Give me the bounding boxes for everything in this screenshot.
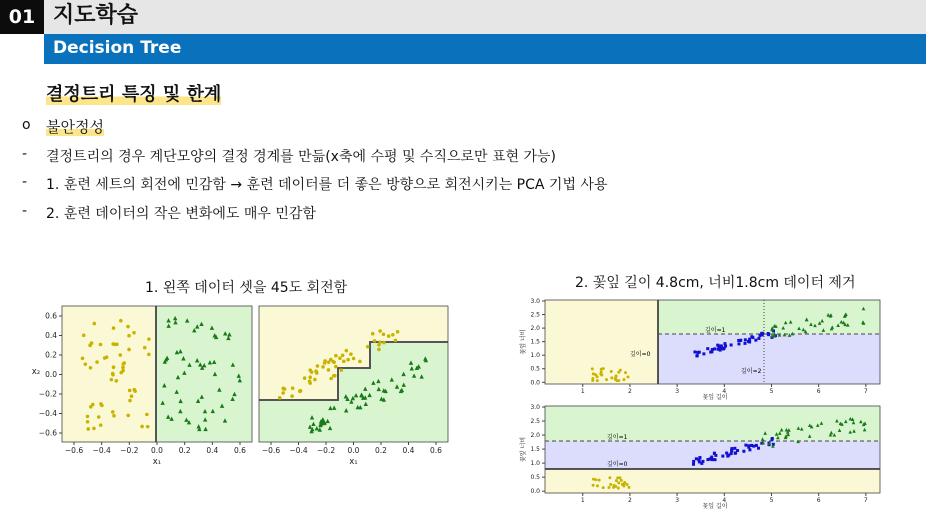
data-point (303, 376, 307, 380)
data-point (602, 367, 605, 370)
data-point (771, 437, 774, 440)
data-point (624, 371, 627, 374)
data-point (313, 378, 317, 382)
data-point (391, 333, 395, 337)
data-point (366, 345, 370, 349)
data-point (81, 356, 85, 360)
data-point (747, 444, 750, 447)
data-point (721, 455, 724, 458)
left-figure (20, 298, 450, 468)
tick-label: 0.6 (45, 311, 57, 321)
data-point (103, 356, 107, 360)
item-marker: - (22, 146, 28, 162)
data-point (89, 366, 93, 370)
tick-label: 3 (675, 388, 680, 395)
data-point (706, 458, 709, 461)
tick-label: −0.6 (261, 446, 281, 455)
data-point (591, 379, 594, 382)
data-point (126, 325, 130, 329)
data-point (382, 332, 386, 336)
tick-label: 2 (628, 497, 632, 504)
data-point (748, 340, 751, 343)
item-text: 결정트리의 경우 계단모양의 결정 경계를 만듦(x축에 수평 및 수직으로만 표현 가능) (46, 149, 557, 165)
data-point (387, 334, 391, 338)
tick-label: 3.0 (530, 404, 540, 411)
tick-label: 3.0 (530, 298, 540, 305)
data-point (99, 423, 103, 427)
tick-label: 1.5 (530, 446, 540, 454)
data-point (126, 414, 130, 418)
tick-label: 1.5 (530, 338, 540, 346)
data-point (127, 334, 131, 338)
section-title (46, 80, 221, 106)
data-point (146, 425, 150, 429)
data-point (341, 353, 345, 357)
data-point (377, 348, 381, 352)
data-point (706, 347, 709, 350)
tick-label: 2.0 (530, 432, 540, 440)
data-point (608, 476, 611, 479)
region-blue (545, 441, 880, 469)
data-point (86, 427, 90, 431)
data-point (290, 394, 294, 398)
topic-marker: o (22, 117, 31, 133)
x-axis-label: x₁ (349, 457, 358, 467)
data-point (596, 375, 599, 378)
tick-label: 4 (722, 497, 727, 504)
data-point (281, 387, 285, 391)
item-text: 1. 훈련 세트의 회전에 민감함 → 훈련 데이터를 더 좋은 방향으로 회전시키는 PCA 기법 사용 (46, 177, 608, 193)
data-point (378, 340, 382, 344)
x-axis-label: 꽃잎 길이 (702, 394, 728, 401)
data-point (711, 348, 714, 351)
data-point (617, 481, 620, 484)
data-point (744, 338, 747, 341)
data-point (767, 332, 770, 335)
data-point (737, 342, 740, 345)
data-point (99, 343, 103, 347)
data-point (726, 455, 729, 458)
data-point (346, 358, 350, 362)
data-point (373, 339, 377, 343)
topic-label (46, 116, 104, 137)
data-point (140, 425, 144, 429)
data-point (614, 485, 617, 488)
data-point (618, 476, 621, 479)
data-point (111, 410, 115, 414)
data-point (751, 336, 754, 339)
tick-label: 0.4 (402, 446, 415, 455)
data-point (592, 372, 595, 375)
data-point (617, 486, 620, 489)
tick-label: 7 (863, 497, 868, 504)
data-point (90, 341, 94, 345)
tick-label: 0.2 (45, 350, 57, 360)
y-axis-label: x₂ (31, 367, 41, 377)
data-point (610, 370, 613, 373)
tick-label: 0.5 (530, 365, 540, 373)
y-axis-label: 꽃잎 너비 (520, 436, 527, 463)
data-point (720, 345, 723, 348)
tick-label: −0.2 (120, 446, 139, 455)
tick-label: 0.0 (45, 370, 57, 379)
data-point (739, 339, 742, 342)
data-point (121, 369, 125, 373)
data-point (378, 329, 382, 333)
data-point (605, 378, 608, 381)
section-title-text: 결정트리 특징 및 한계 (46, 84, 222, 105)
data-point (308, 379, 312, 383)
data-point (692, 463, 695, 466)
data-point (316, 364, 320, 368)
depth-label: 깊이=0 (607, 461, 628, 468)
tick-label: 1 (580, 497, 585, 504)
data-point (701, 460, 704, 463)
tick-label: 0.0 (530, 488, 540, 496)
data-point (358, 360, 362, 364)
x-axis-label: x₁ (152, 457, 162, 467)
data-point (744, 444, 747, 447)
data-point (323, 359, 327, 363)
data-point (308, 375, 312, 379)
data-point (339, 368, 343, 372)
data-point (334, 365, 338, 369)
data-point (600, 373, 603, 376)
data-point (128, 389, 132, 393)
tick-label: −0.2 (38, 389, 57, 399)
data-point (147, 337, 151, 341)
data-point (130, 394, 134, 398)
data-point (592, 478, 595, 481)
data-point (696, 351, 699, 354)
tick-label: 0.2 (178, 446, 191, 455)
right-figure (505, 294, 885, 512)
item-marker: - (22, 174, 28, 190)
data-point (145, 413, 149, 417)
tick-label: 5 (769, 388, 774, 395)
data-point (291, 386, 295, 390)
data-point (315, 371, 319, 375)
data-point (752, 445, 755, 448)
tick-label: 0.0 (347, 446, 360, 455)
data-point (122, 361, 126, 365)
data-point (723, 342, 726, 345)
data-point (349, 352, 353, 356)
data-point (627, 376, 630, 379)
data-point (382, 341, 386, 345)
data-point (281, 391, 285, 395)
chapter-title: 지도학습 (53, 3, 139, 28)
data-point (596, 379, 599, 382)
subtitle: Decision Tree (53, 38, 182, 58)
data-point (338, 356, 342, 360)
data-point (626, 483, 629, 486)
data-point (112, 365, 116, 369)
data-point (591, 367, 594, 370)
data-point (617, 371, 620, 374)
data-point (743, 342, 746, 345)
data-point (332, 360, 336, 364)
data-point (610, 376, 613, 379)
data-point (147, 353, 151, 357)
data-point (695, 354, 698, 357)
data-point (602, 486, 605, 489)
data-point (119, 319, 123, 323)
tick-label: 0.2 (375, 446, 387, 455)
data-point (627, 486, 630, 489)
data-point (86, 420, 90, 424)
tick-label: −0.6 (64, 446, 84, 455)
data-point (97, 415, 101, 419)
depth-label: 깊이=2 (741, 368, 762, 375)
data-point (693, 350, 696, 353)
y-axis-label: 꽃잎 너비 (520, 329, 527, 355)
data-point (278, 396, 282, 400)
data-point (730, 449, 733, 452)
data-point (86, 415, 90, 419)
data-point (310, 370, 314, 374)
data-point (614, 378, 617, 381)
data-point (298, 389, 302, 393)
data-point (345, 349, 349, 353)
data-point (615, 374, 618, 377)
data-point (734, 452, 737, 455)
depth-label: 깊이=1 (705, 327, 726, 334)
region-yellow (62, 306, 156, 442)
tick-label: 0.4 (45, 331, 57, 340)
data-point (757, 447, 760, 450)
tick-label: 6 (816, 497, 821, 504)
data-point (748, 448, 751, 451)
data-point (396, 330, 400, 334)
tick-label: 1 (580, 388, 585, 395)
data-point (327, 368, 331, 372)
data-point (99, 402, 103, 406)
data-point (371, 332, 375, 336)
region-blue (658, 334, 880, 384)
data-point (112, 414, 116, 418)
data-point (127, 348, 131, 352)
data-point (713, 452, 716, 455)
data-point (329, 377, 333, 381)
tick-label: 0.6 (430, 446, 442, 455)
tick-label: 0.6 (234, 446, 246, 455)
data-point (329, 358, 333, 362)
tick-label: 6 (816, 388, 821, 395)
data-point (332, 374, 336, 378)
data-point (121, 366, 125, 370)
tick-label: 2.5 (530, 418, 540, 426)
data-point (95, 360, 99, 364)
data-point (89, 405, 93, 409)
data-point (334, 354, 338, 358)
data-point (702, 352, 705, 355)
data-point (592, 484, 595, 487)
tick-label: 1.0 (530, 352, 540, 360)
tick-label: 0.0 (530, 379, 540, 387)
data-point (725, 452, 728, 455)
data-point (143, 346, 147, 350)
tick-label: 2.0 (530, 325, 540, 333)
data-point (733, 447, 736, 450)
right-figure-caption: 2. 꽃잎 길이 4.8cm, 너비1.8cm 데이터 제거 (575, 275, 856, 291)
data-point (93, 322, 97, 326)
data-point (607, 486, 610, 489)
tick-label: −0.6 (38, 428, 57, 438)
tick-label: 2.5 (530, 311, 540, 319)
data-point (113, 343, 117, 347)
data-point (754, 339, 757, 342)
title-bar (0, 0, 926, 34)
data-point (84, 362, 88, 366)
data-point (394, 339, 398, 343)
data-point (82, 333, 86, 337)
data-point (609, 483, 612, 486)
data-point (698, 456, 701, 459)
tick-label: 1.0 (530, 460, 540, 468)
data-point (622, 483, 625, 486)
tick-label: −0.4 (38, 409, 57, 418)
data-point (617, 379, 620, 382)
item-text: 2. 훈련 데이터의 작은 변화에도 매우 민감함 (46, 206, 316, 222)
data-point (118, 353, 122, 357)
left-figure-caption: 1. 왼쪽 데이터 셋을 45도 회전함 (145, 280, 348, 296)
data-point (596, 484, 599, 487)
data-point (742, 450, 745, 453)
tick-label: −0.2 (316, 446, 336, 455)
data-point (692, 460, 695, 463)
depth-label: 깊이=0 (630, 351, 651, 358)
data-point (757, 337, 760, 340)
data-point (755, 444, 758, 447)
chapter-number: 01 (0, 0, 44, 34)
data-point (761, 332, 764, 335)
subtitle-bar (44, 34, 926, 64)
data-point (321, 365, 325, 369)
data-point (730, 343, 733, 346)
data-point (111, 372, 115, 376)
data-point (615, 479, 618, 482)
x-axis-label: 꽃잎 길이 (702, 503, 728, 510)
data-point (115, 379, 119, 383)
data-point (112, 326, 116, 330)
tick-label: 0.0 (151, 446, 163, 455)
data-point (92, 427, 96, 431)
data-point (128, 399, 132, 403)
data-point (352, 357, 356, 361)
tick-label: −0.4 (289, 446, 308, 455)
data-point (622, 378, 625, 381)
tick-label: 3 (675, 497, 680, 504)
tick-label: 5 (769, 497, 774, 504)
tick-label: 7 (863, 388, 868, 395)
topic-label-text: 불안정성 (46, 118, 104, 136)
data-point (598, 479, 601, 482)
tick-label: 4 (722, 388, 727, 395)
tick-label: 0.5 (530, 474, 540, 482)
data-point (342, 360, 346, 364)
data-point (133, 388, 137, 392)
depth-label: 깊이=1 (607, 434, 628, 441)
tick-label: 0.4 (206, 446, 219, 455)
data-point (711, 458, 714, 461)
data-point (110, 378, 114, 382)
item-marker: - (22, 203, 28, 219)
tick-label: −0.4 (92, 446, 111, 455)
region-green (658, 300, 880, 334)
data-point (132, 331, 136, 335)
tick-label: 2 (628, 388, 632, 395)
